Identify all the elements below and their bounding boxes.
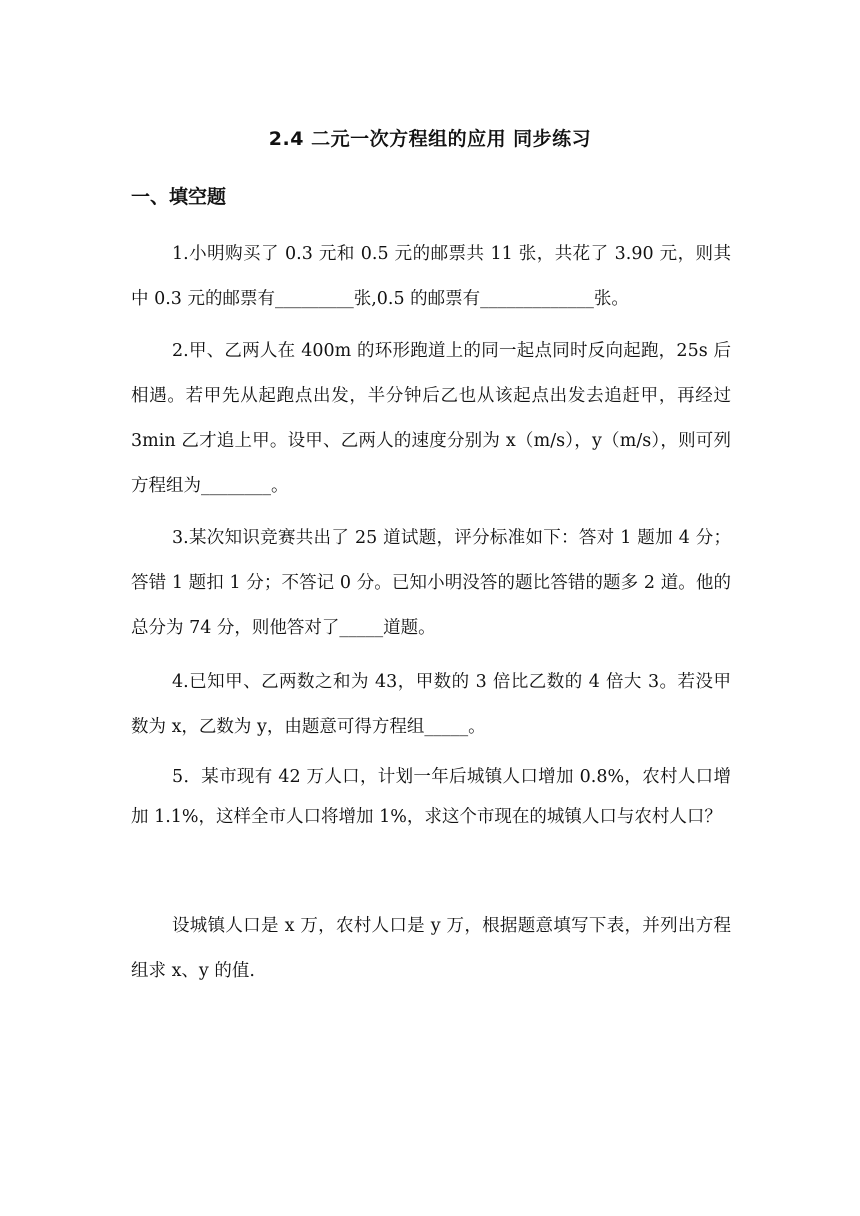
- section-heading: 一、填空题: [131, 186, 227, 208]
- question-1: 1.小明购买了 0.3 元和 0.5 元的邮票共 11 张，共花了 3.90 元，则其中 0.3 元的邮票有_________张,0.5 的邮票有_____________张。: [131, 244, 731, 309]
- question-3: 3.某次知识竞赛共出了 25 道试题，评分标准如下：答对 1 题加 4 分；答错 1 题扣 1 分；不答记 0 分。已知小明没答的题比答错的题多 2 道。他的总分为 74 分，则他答对了_____道题。: [131, 528, 731, 638]
- question-2: 2.甲、乙两人在 400m 的环形跑道上的同一起点同时反向起跑，25s 后相遇。若甲先从起跑点出发，半分钟后乙也从该起点出发去追赶甲，再经过 3min 乙才追上甲。设甲、乙两人的速度分别为 x（m/s），y（m/s），则可列方程组为________。: [131, 341, 731, 496]
- question-5-instruction: 设城镇人口是 x 万，农村人口是 y 万，根据题意填写下表，并列出方程组求 x、y 的值.: [131, 916, 731, 981]
- question-4: 4.已知甲、乙两数之和为 43，甲数的 3 倍比乙数的 4 倍大 3。若没甲数为 x，乙数为 y，由题意可得方程组_____。: [131, 672, 731, 737]
- question-5: 5．某市现有 42 万人口，计划一年后城镇人口增加 0.8%，农村人口增加 1.1%，这样全市人口将增加 1%，求这个市现在的城镇人口与农村人口？: [131, 767, 731, 827]
- document-title: 2.4 二元一次方程组的应用 同步练习: [268, 128, 592, 150]
